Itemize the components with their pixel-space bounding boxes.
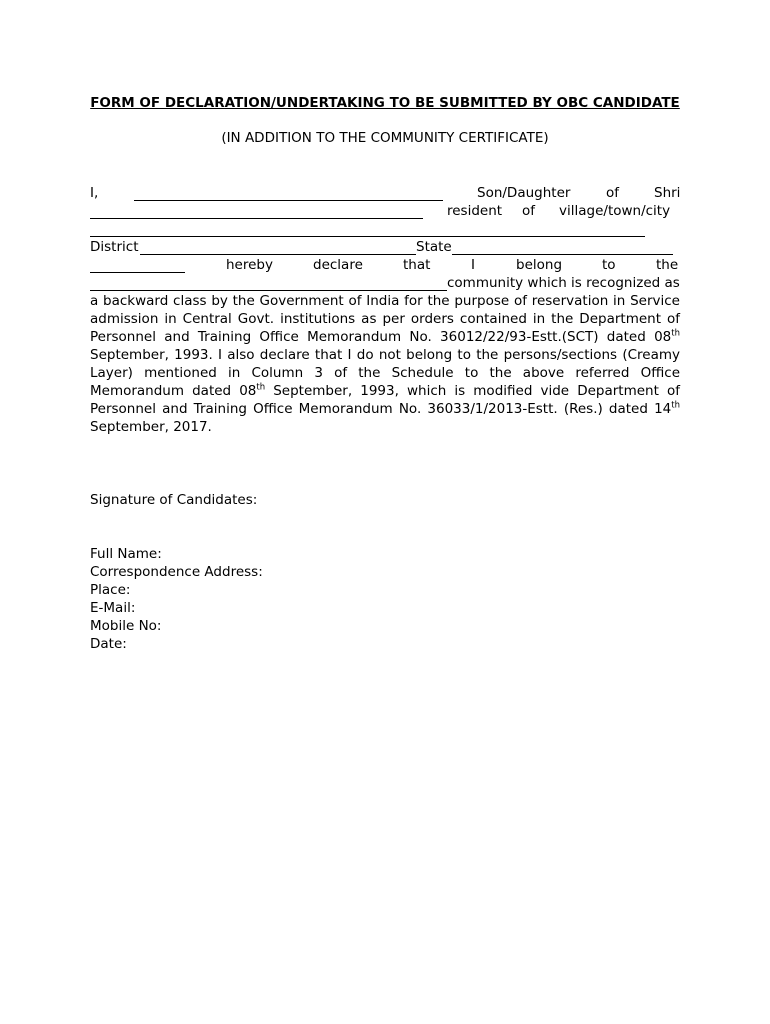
parent-name-blank[interactable] <box>90 218 423 219</box>
declaration-line: September, 1993. I also declare that I do not belong to the persons/sections (Creamy <box>90 347 680 363</box>
signature-label: Signature of Candidates: <box>90 492 258 508</box>
district-blank[interactable] <box>140 254 416 255</box>
declaration-text: Personnel and Training Office Memorandum No. 36012/22/93-Estt.(SCT) dated 08 <box>90 329 672 345</box>
declaration-text: Personnel and Training Office Memorandum No. 36033/1/2013-Estt. (Res.) dated 14 <box>90 401 672 417</box>
line5-to: to <box>602 257 616 273</box>
line5-i: I <box>471 257 475 273</box>
ordinal-suffix: th <box>256 382 266 393</box>
date-label: Date: <box>90 636 127 652</box>
declaration-line: a backward class by the Government of India for the purpose of reservation in Service <box>90 293 680 309</box>
line2-of: of <box>522 203 536 219</box>
line5-that: that <box>403 257 431 273</box>
line5-the: the <box>656 257 679 273</box>
place-label: Place: <box>90 582 131 598</box>
community-blank[interactable] <box>90 290 447 291</box>
form-title: FORM OF DECLARATION/UNDERTAKING TO BE SUBMITTED BY OBC CANDIDATE <box>90 95 680 111</box>
line1-of: of <box>606 185 620 201</box>
email-label: E-Mail: <box>90 600 136 616</box>
form-subtitle: (IN ADDITION TO THE COMMUNITY CERTIFICATE) <box>221 130 549 146</box>
line1-shri: Shri <box>654 185 681 201</box>
ordinal-suffix: th <box>671 328 680 339</box>
line2-place: village/town/city <box>559 203 671 219</box>
full-name-label: Full Name: <box>90 546 162 562</box>
declaration-text: September, 1993, which is modified vide Department of <box>265 383 680 399</box>
line2-resident: resident <box>447 203 503 219</box>
line1-relation: Son/Daughter <box>477 185 571 201</box>
line6-suffix: community which is recognized as <box>447 275 680 291</box>
address-label: Correspondence Address: <box>90 564 263 580</box>
district-label: District <box>90 239 139 255</box>
state-label: State <box>416 239 452 255</box>
state-blank[interactable] <box>452 254 673 255</box>
line5-belong: belong <box>516 257 563 273</box>
village-blank[interactable] <box>90 236 645 237</box>
line5-hereby: hereby <box>226 257 273 273</box>
declaration-line <box>90 400 680 418</box>
line5-declare: declare <box>313 257 363 273</box>
pincode-blank[interactable] <box>90 272 185 273</box>
declaration-paragraph <box>90 292 680 436</box>
declaration-line: September, 2017. <box>90 419 212 435</box>
declaration-line: admission in Central Govt. institutions as per orders contained in the Department of <box>90 311 680 327</box>
name-blank[interactable] <box>134 200 443 201</box>
declaration-line <box>90 382 680 400</box>
ordinal-suffix: th <box>671 400 680 411</box>
mobile-label: Mobile No: <box>90 618 162 634</box>
declaration-line <box>90 328 680 346</box>
line1-prefix: I, <box>90 185 99 201</box>
declaration-text: Memorandum dated 08 <box>90 383 257 399</box>
declaration-line: Layer) mentioned in Column 3 of the Schedule to the above referred Office <box>90 365 680 381</box>
